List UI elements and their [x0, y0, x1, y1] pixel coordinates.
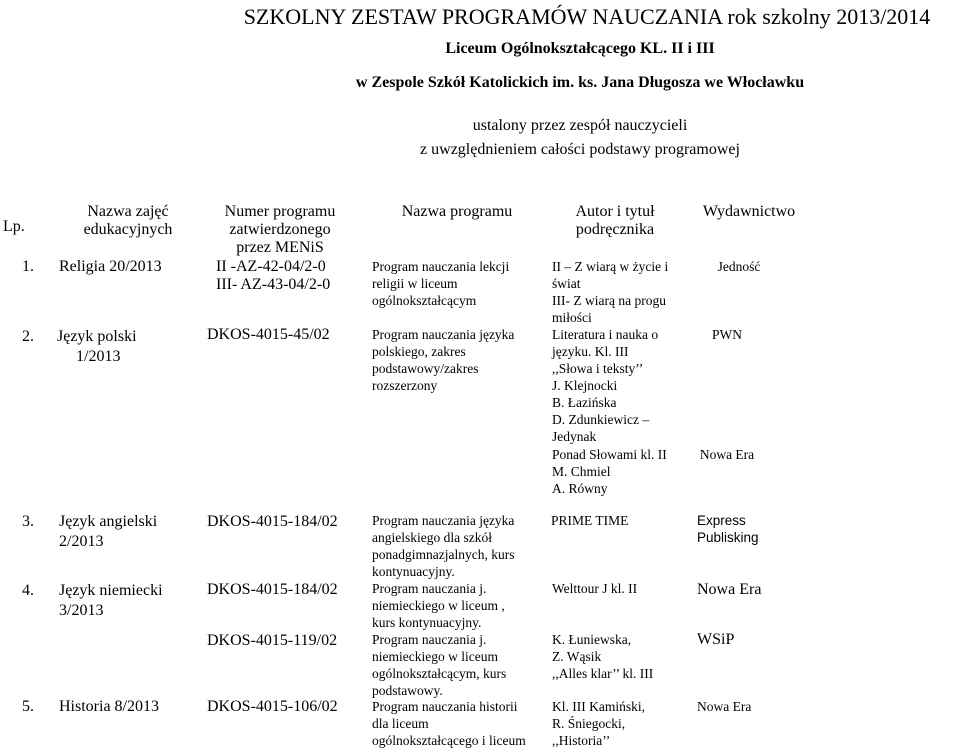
row2-author-1: Literatura i nauka o — [552, 327, 659, 342]
row1-number-2: III- AZ-43-04/2-0 — [216, 276, 331, 293]
row4-program-3: kurs kontynuacyjny. — [372, 615, 482, 630]
row2-program-3: podstawowy/zakres — [372, 361, 479, 376]
row2-subject-1: Język polski — [57, 328, 137, 345]
row5-program-3: ogólnokształcącego i liceum — [372, 733, 526, 748]
row4-number-1: DKOS-4015-184/02 — [207, 581, 338, 598]
row2-subject-2: 1/2013 — [76, 348, 121, 365]
row4-author-4: ,,Alles klar’’ kl. III — [552, 666, 654, 681]
row3-subject-1: Język angielski — [59, 513, 158, 530]
row1-program-3: ogólnokształcącym — [372, 293, 477, 308]
school-name-line1: Liceum Ogólnokształcącego KL. II i III — [445, 40, 715, 57]
col-header-program: Nazwa programu — [401, 203, 513, 220]
row1-subject: Religia 20/2013 — [59, 258, 162, 275]
row2-program-1: Program nauczania języka — [372, 327, 515, 342]
row4-subject-1: Język niemiecki — [59, 582, 163, 599]
row5-publisher: Nowa Era — [697, 699, 752, 714]
col-header-lp: Lp. — [3, 218, 25, 235]
note-line2: z uwzględnieniem całości podstawy programowej — [420, 141, 740, 158]
row1-program-2: religii w liceum — [372, 276, 458, 291]
row2-author-10: A. Równy — [552, 481, 608, 496]
document-title: SZKOLNY ZESTAW PROGRAMÓW NAUCZANIA rok szkolny 2013/2014 — [243, 4, 931, 29]
col-header-author-l1: Autor i tytuł — [575, 203, 655, 220]
row5-program-2: dla liceum — [372, 716, 429, 731]
row3-subject-2: 2/2013 — [59, 533, 104, 550]
col-header-number-l1: Numer programu — [224, 203, 336, 220]
row1-lp: 1. — [22, 258, 34, 275]
row2-author-4: J. Klejnocki — [552, 378, 618, 393]
row2-author-9: M. Chmiel — [552, 464, 611, 479]
row2-author-6: D. Zdunkiewicz – — [552, 412, 650, 427]
row4-program-6: ogólnokształcącym, kurs — [372, 666, 507, 681]
col-header-subject-l2: edukacyjnych — [83, 221, 173, 238]
row5-subject: Historia 8/2013 — [59, 698, 159, 715]
row4-publisher-2: WSiP — [697, 631, 735, 648]
row2-author-3: ,,Słowa i teksty’’ — [552, 361, 644, 376]
row3-publisher-2: Publisking — [697, 530, 759, 545]
row4-author-2: K. Łuniewska, — [552, 632, 632, 647]
col-header-author-l2: podręcznika — [575, 221, 655, 238]
row3-program-1: Program nauczania języka — [372, 513, 515, 528]
col-header-number-l3: przez MENiS — [236, 239, 324, 256]
row4-author-1: Welttour J kl. II — [552, 581, 638, 596]
row4-subject-2: 3/2013 — [59, 602, 104, 619]
row5-program-1: Program nauczania historii — [372, 699, 518, 714]
col-header-subject-l1: Nazwa zajęć — [87, 203, 169, 220]
row5-number: DKOS-4015-106/02 — [207, 698, 338, 715]
row4-program-1: Program nauczania j. — [372, 581, 487, 596]
row2-program-2: polskiego, zakres — [372, 344, 466, 359]
row2-author-5: B. Łazińska — [552, 395, 617, 410]
col-header-publisher: Wydawnictwo — [702, 203, 796, 220]
row1-author-4: miłości — [552, 310, 592, 325]
row2-lp: 2. — [22, 328, 34, 345]
row1-program-1: Program nauczania lekcji — [372, 259, 510, 274]
row4-program-7: podstawowy. — [372, 683, 443, 698]
row5-lp: 5. — [22, 698, 34, 715]
school-name-line2: w Zespole Szkół Katolickich im. ks. Jana Długosza we Włocławku — [355, 74, 805, 91]
row1-author-3: III- Z wiarą na progu — [552, 293, 666, 308]
row2-publisher-1: PWN — [712, 327, 742, 342]
row2-author-2: języku. Kl. III — [552, 344, 629, 359]
row2-author-8: Ponad Słowami kl. II — [552, 447, 667, 462]
row3-author: PRIME TIME — [551, 513, 629, 528]
row2-publisher-2: Nowa Era — [699, 447, 755, 462]
row1-author-2: świat — [552, 276, 581, 291]
row4-lp: 4. — [22, 582, 34, 599]
row3-publisher-1: Express — [697, 513, 746, 528]
row3-program-3: ponadgimnazjalnych, kurs — [372, 547, 515, 562]
col-header-number-l2: zatwierdzonego — [229, 221, 331, 238]
row2-number: DKOS-4015-45/02 — [207, 326, 330, 343]
row4-program-5: niemieckiego w liceum — [372, 649, 498, 664]
row5-author-1: Kl. III Kamiński, — [552, 699, 645, 714]
row3-program-2: angielskiego dla szkół — [372, 530, 492, 545]
row4-publisher-1: Nowa Era — [697, 581, 762, 598]
row5-author-2: R. Śniegocki, — [552, 716, 626, 731]
row3-number: DKOS-4015-184/02 — [207, 513, 338, 530]
row3-program-4: kontynuacyjny. — [372, 564, 455, 579]
row1-number-1: II -AZ-42-04/2-0 — [216, 258, 326, 275]
row4-program-2: niemieckiego w liceum , — [372, 598, 505, 613]
row5-author-3: ,,Historia’’ — [552, 733, 611, 748]
row4-author-3: Z. Wąsik — [552, 649, 602, 664]
row2-program-4: rozszerzony — [372, 378, 438, 393]
row3-lp: 3. — [22, 513, 34, 530]
row4-program-4: Program nauczania j. — [372, 632, 487, 647]
row1-author-1: II – Z wiarą w życie i — [552, 259, 669, 274]
note-line1: ustalony przez zespół nauczycieli — [472, 117, 688, 134]
row2-author-7: Jedynak — [552, 429, 597, 444]
row1-publisher: Jedność — [717, 259, 761, 274]
row4-number-2: DKOS-4015-119/02 — [207, 632, 338, 649]
